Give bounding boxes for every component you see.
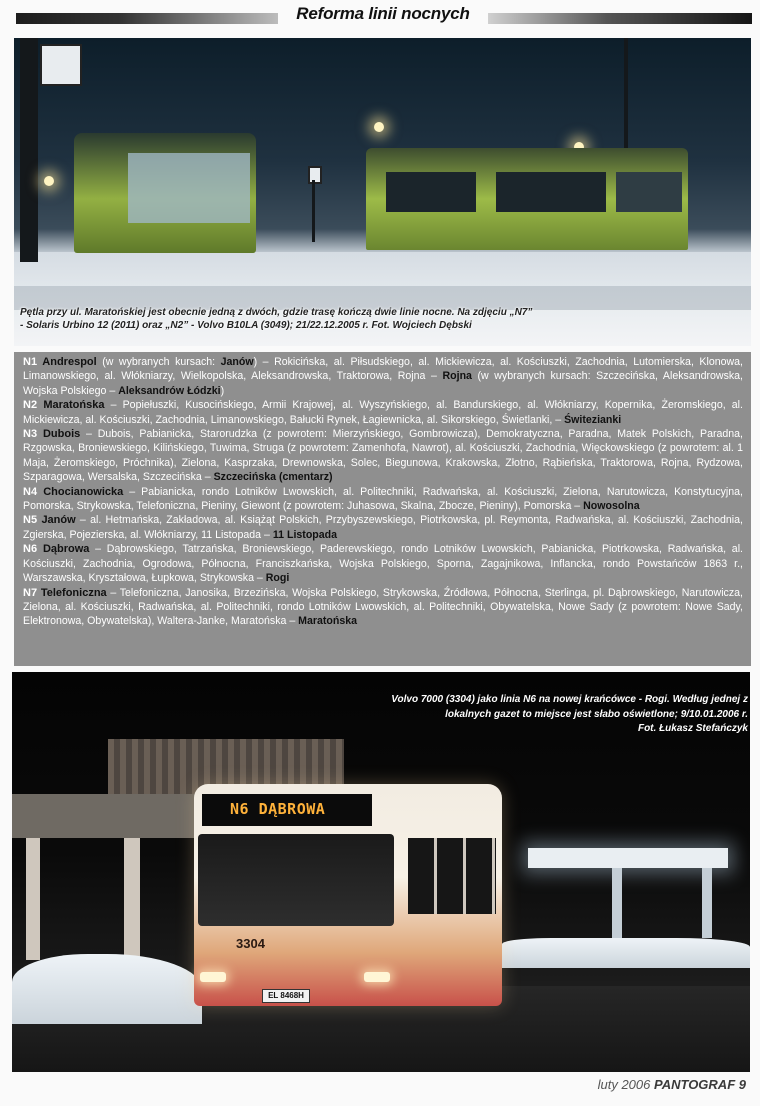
bus-window [496, 172, 606, 212]
route-code: N3 [23, 428, 43, 441]
footer-brand: PANTOGRAF [654, 1077, 736, 1092]
route-start: Andrespol [42, 356, 97, 368]
night-routes-box [14, 352, 751, 666]
page-footer [598, 1077, 746, 1092]
route-n6 [23, 542, 743, 585]
bus-license-plate: EL 8468H [262, 989, 310, 1003]
snowbank [12, 954, 202, 1024]
route-n7 [23, 586, 743, 629]
route-streets: – Dąbrowskiego, Tatrzańska, Broniewskiego, Paderewskiego, rondo Lotników Lwowskich, Pabianicka, Piotrkowska, Radwańska, al. Kościuszki, Zachodnia, Ogrodowa, Północna, Franciszkańska, Wojska Polskiego, Sporna, Zagajnikowa, Inflancka, rondo Powstańców 1863 r., Warszawska, Kryształowa, Łupkowa, Strykowska – [23, 543, 743, 585]
route-streets: (w wybranych kursach: [96, 356, 221, 368]
petrol-station-canopy [528, 848, 728, 868]
route-stop-highlight: Janów [220, 356, 254, 368]
route-list [23, 355, 743, 629]
route-streets: ) – Rokicińska, al. Piłsudskiego, al. Mickiewicza, al. Kościuszki, Zachodnia, Lutomierska, Klonowa, Limanowskiego, al. Włókniarzy, Wielkopolska, Aleksandrowska, Traktorowa, Rojna – [23, 356, 743, 383]
photo2-caption-line1: Volvo 7000 (3304) jako linia N6 na nowej krańcówce - Rogi. Według jednej z [391, 694, 748, 705]
route-n5 [23, 513, 743, 542]
shelter-post [26, 838, 40, 960]
route-start: Dąbrowa [42, 543, 90, 556]
route-stop-highlight: Maratońska [298, 615, 358, 628]
route-code: N4 [23, 485, 44, 498]
bus-headlight [364, 972, 390, 982]
bus-volvo-7000-n6 [194, 784, 502, 1006]
bus-side-windows [408, 838, 496, 914]
route-stop-highlight: 11 Listopada [272, 528, 338, 541]
route-stop-highlight: Aleksandrów Łódzki [118, 384, 221, 397]
photo2-caption [342, 693, 748, 737]
route-streets: – Pabianicka, rondo Lotników Lwowskich, al. Politechniki, Radwańska, al. Kościuszki, Zielona, Narutowicza, Konstytucyjna, Pomorska, Strykowska, Telefoniczna, Pieniny, Giewont (z powrotem: Juhasowa, Skalna, Zbocze, Pieniny), Pomorska – [23, 485, 743, 513]
route-stop-highlight: Nowosolna [583, 500, 640, 513]
route-start: Telefoniczna [40, 586, 107, 599]
route-stop-highlight: Rojna [442, 370, 472, 383]
route-code: N1 [23, 356, 43, 368]
bus-window [386, 172, 476, 212]
header-rule-right [488, 13, 752, 24]
bus-windshield [198, 834, 394, 926]
bus-solaris-urbino-n7 [74, 133, 256, 253]
bus-windshield [616, 172, 682, 212]
street-lamp [44, 176, 54, 186]
stop-post-sign [308, 166, 322, 184]
petrol-station-post [612, 868, 622, 938]
bus-stop-sign [40, 44, 82, 86]
route-code: N2 [23, 399, 44, 412]
route-start: Chocianowicka [43, 485, 124, 498]
bus-display-text: N6 DĄBROWA [230, 800, 326, 818]
route-n3 [23, 427, 743, 485]
route-start: Maratońska [43, 399, 105, 412]
route-start: Dubois [42, 428, 81, 441]
route-streets: – Telefoniczna, Janosika, Brzezińska, Wojska Polskiego, Strykowska, Źródłowa, Północna, Sterlinga, pl. Dąbrowskiego, Narutowicza, Zielona, al. Kościuszki, Radwańska, al. Politechniki, rondo Lotników Lwowskich, al. Politechniki, Obywatelska, Nowe Sady (z powrotem: Nowe Sady, Elektronowa, Obywatelska), Waltera-Janke, Maratońska – [23, 586, 743, 628]
bus-headlight [200, 972, 226, 982]
route-streets: ) [220, 384, 225, 397]
bus-destination-display [202, 794, 372, 826]
footer-issue: luty 2006 [597, 1077, 651, 1092]
route-streets: – al. Hetmańska, Zakładowa, al. Książąt Polskich, Przybyszewskiego, Piotrkowska, pl. Reymonta, Radwańska, al. Kościuszki, Zachodnia, Zgierska, Pojezierska, al. Włókniarzy, 11 Listopada – [23, 514, 743, 541]
route-code: N7 [23, 586, 41, 599]
photo1-caption [20, 306, 740, 332]
street-light-pole [624, 38, 628, 158]
route-start: Janów [41, 514, 76, 527]
street-lamp [374, 122, 384, 132]
petrol-station-post [702, 868, 712, 938]
route-code: N6 [23, 543, 43, 556]
route-n2 [23, 398, 743, 427]
route-streets: (w wybranych kursach: Szczecińska, Aleksandrowska, Wojska Polskiego – [23, 370, 743, 397]
photo-rogi-terminus [12, 672, 750, 1072]
route-stop-highlight: Szczecińska (cmentarz) [213, 471, 333, 484]
route-stop-highlight: Rogi [265, 572, 290, 585]
shelter-canopy [12, 794, 202, 838]
tram-pole [20, 38, 38, 262]
route-streets: – Popiełuszki, Kusocińskiego, Armii Krajowej, al. Wyszyńskiego, al. Bandurskiego, al. Włókniarzy, Kopernika, Żeromskiego, al. Mickiewicza, al. Kościuszki, Zachodnia, Limanowskiego, Bałucki Rynek, Łagiewnicka, al. Sikorskiego, Świetlanki, – [23, 399, 743, 426]
bus-window [128, 153, 250, 223]
bus-volvo-b10la-n2 [366, 148, 688, 250]
photo-maratonska-terminus [14, 38, 751, 346]
route-stop-highlight: Świtezianki [564, 413, 622, 426]
shelter-post [124, 838, 140, 962]
footer-page-number: 9 [738, 1077, 746, 1092]
photo1-caption-line1: Pętla przy ul. Maratońskiej jest obecnie jedną z dwóch, gdzie trasę kończą dwie linie nocne. Na zdjęciu „N7” [20, 307, 533, 318]
route-code: N5 [23, 514, 42, 527]
route-n1 [23, 355, 743, 398]
photo2-caption-line2: lokalnych gazet to miejsce jest słabo oświetlone; 9/10.01.2006 r. [445, 708, 748, 720]
photo2-caption-line3: Fot. Łukasz Stefańczyk [637, 723, 748, 734]
page-title: Reforma linii nocnych [296, 4, 470, 23]
snowbank [502, 938, 750, 968]
route-streets: – Dubois, Pabianicka, Starorudzka (z powrotem: Mierzyńskiego, Gombrowicza), Demokratyczna, Paradna, Matek Polskich, Paradna, Rzgowska, Broniewskiego, Kilińskiego, Tuwima, Struga (z powrotem: Zamenhofa, Nawrot), al. Kościuszki, Zachodnia, Więckowskiego (z powrotem: al. 1 Maja, Żeromskiego, Próchnika), Zielona, Kasprzaka, Drewnowska, Solec, Biegunowa, Krakowska, Złotno, Rąbieńska, Traktorowa, Rojna, Rydzowa, Szparagowa, Wersalska, Szczecińska – [23, 428, 744, 484]
stop-post [312, 180, 315, 242]
route-n4 [23, 485, 743, 514]
photo1-caption-line2: - Solaris Urbino 12 (2011) oraz „N2” - Volvo B10LA (3049); 21/22.12.2005 r. Fot. Wojciech Dębski [20, 320, 472, 331]
bus-fleet-number: 3304 [236, 936, 265, 951]
header-rule-left [16, 13, 278, 24]
